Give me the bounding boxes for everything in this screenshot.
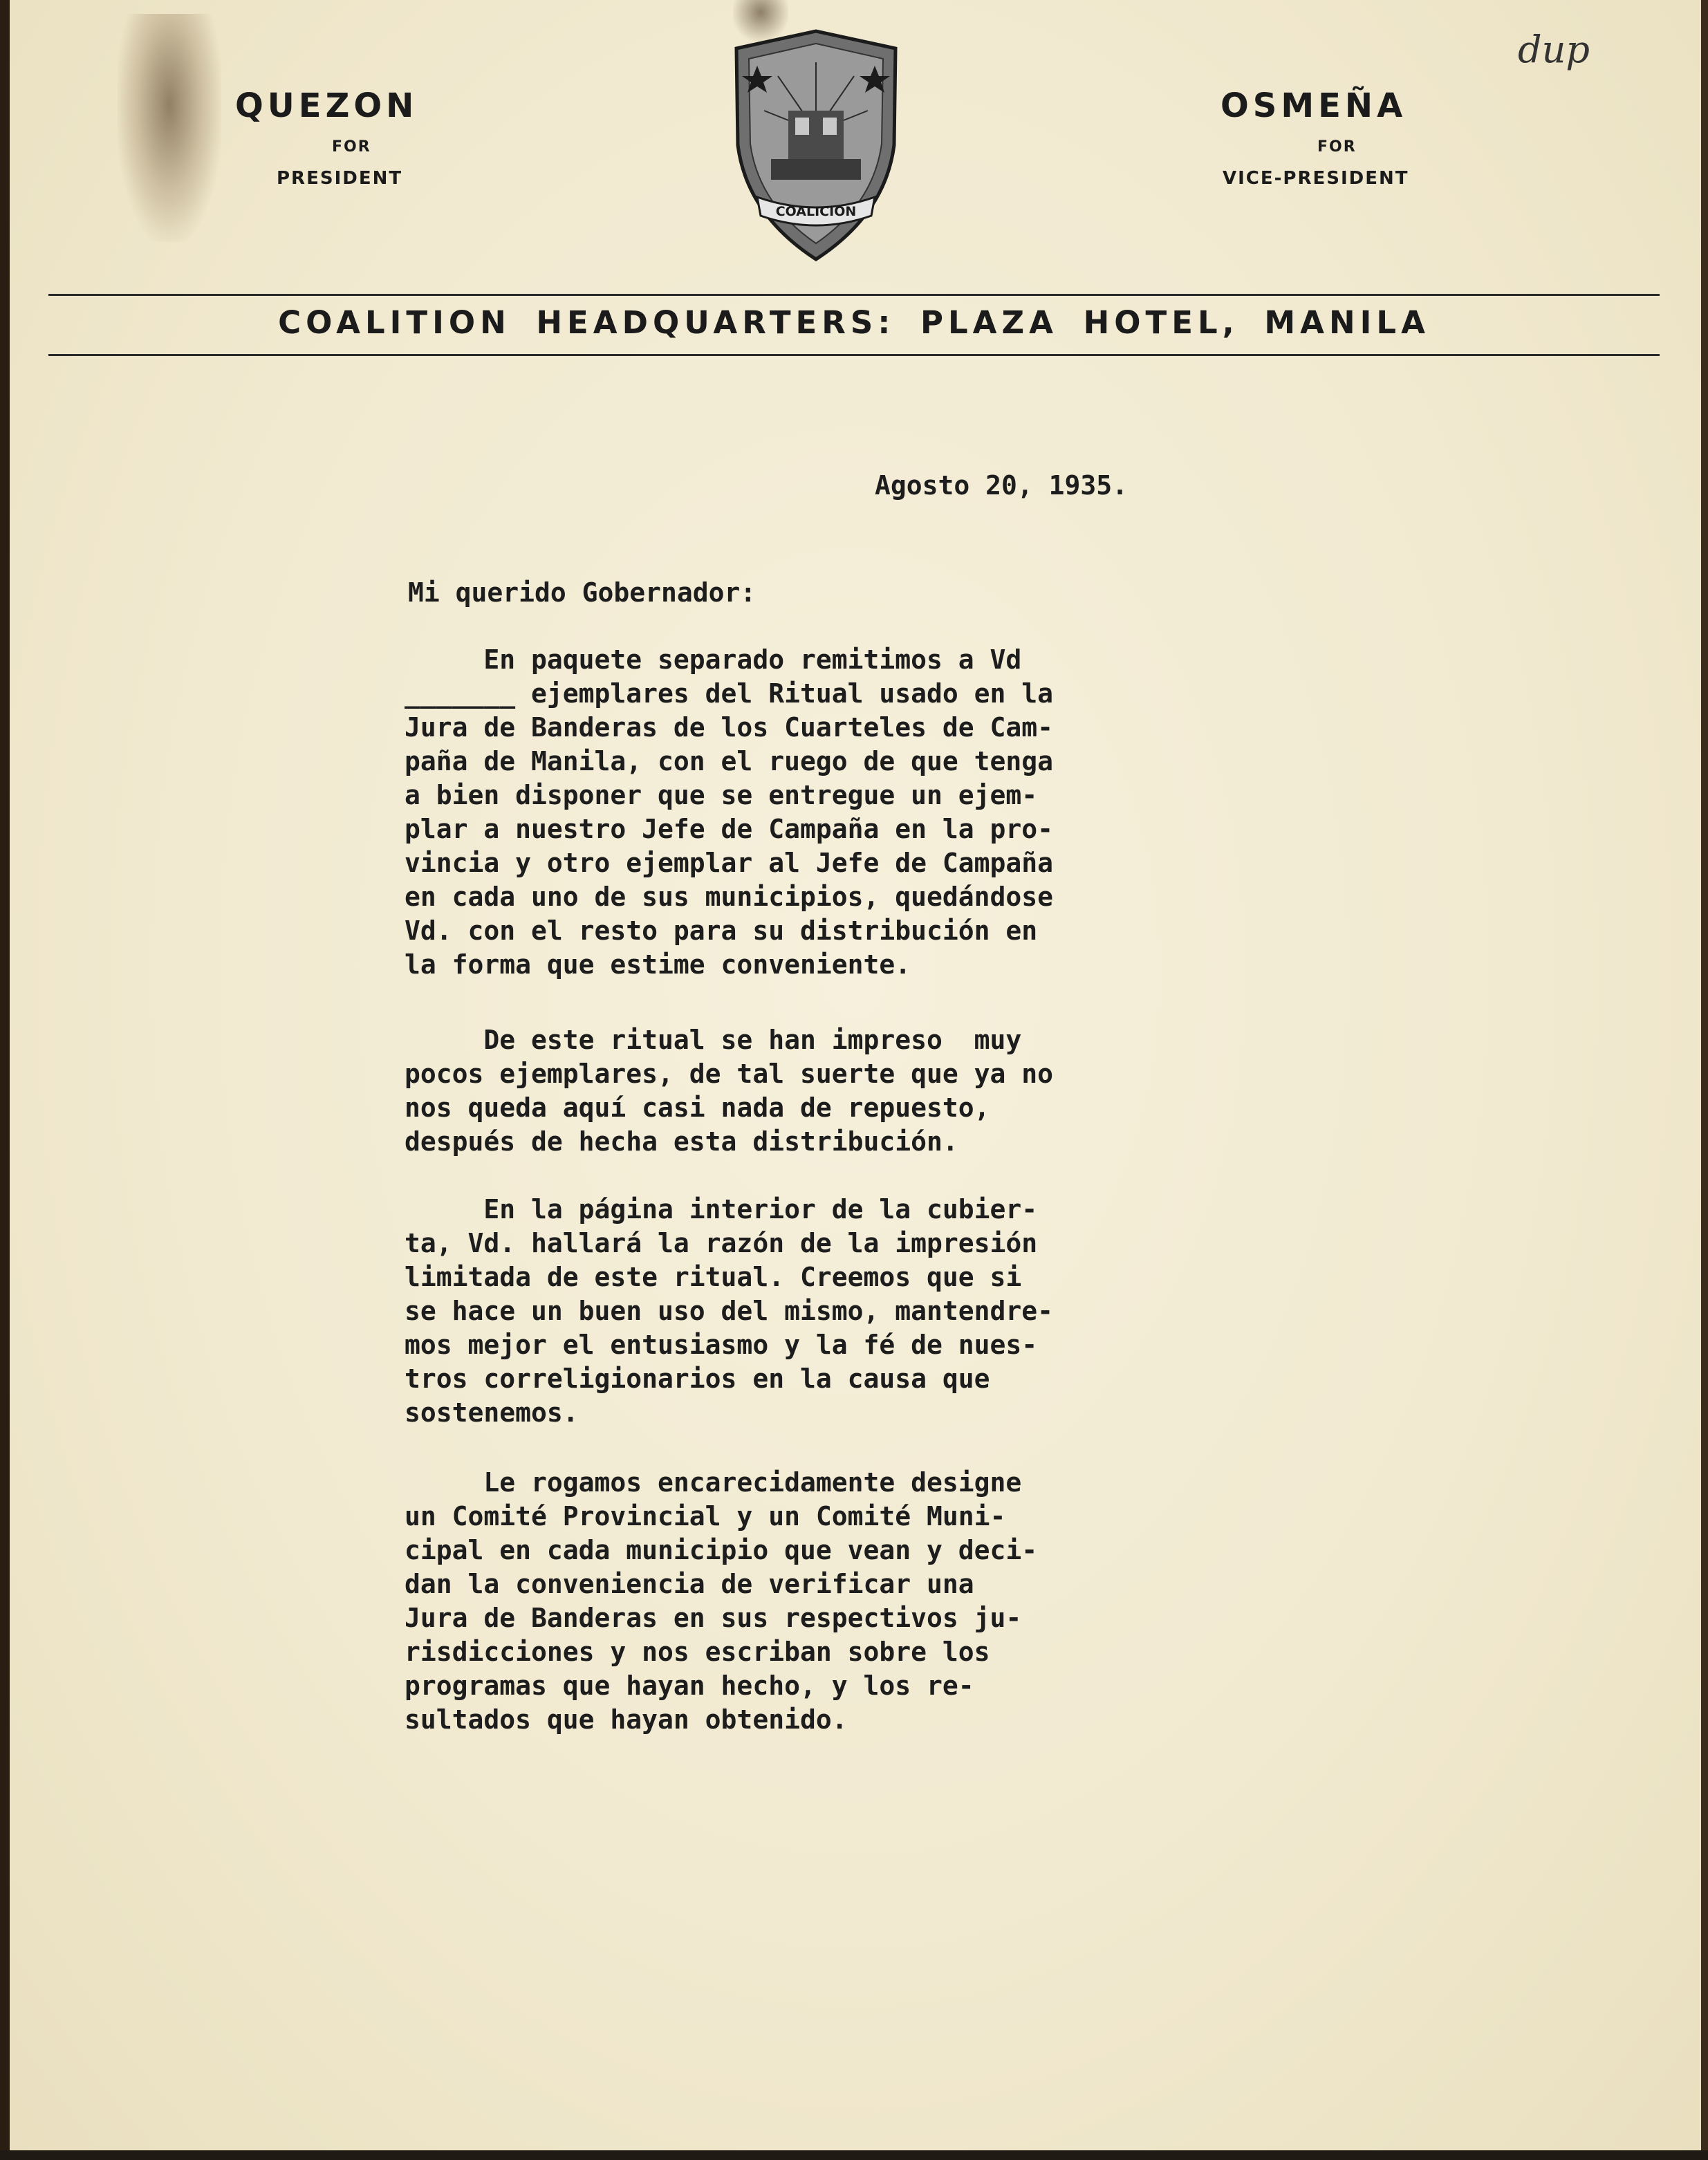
paragraph-line: Le rogamos encarecidamente designe	[405, 1467, 1022, 1498]
scan-edge-bottom	[0, 2150, 1708, 2160]
candidate-left-role: PRESIDENT	[277, 168, 403, 189]
candidate-left-name: QUEZON	[235, 86, 418, 125]
letter-paragraph-2	[405, 1023, 1053, 1159]
paragraph-line: tros correligionarios en la causa que	[405, 1363, 990, 1394]
paragraph-line: en cada uno de sus municipios, quedándose	[405, 882, 1053, 912]
letter-paragraph-1	[405, 643, 1053, 982]
paragraph-line: un Comité Provincial y un Comité Muni-	[405, 1501, 1006, 1531]
candidate-left-for: FOR	[332, 138, 371, 156]
letter-paragraph-3	[405, 1193, 1053, 1430]
paragraph-line: programas que hayan hecho, y los re-	[405, 1670, 974, 1701]
paragraph-line: paña de Manila, con el ruego de que tenga	[405, 746, 1053, 776]
paragraph-line: después de hecha esta distribución.	[405, 1126, 958, 1157]
paper-stain	[118, 14, 221, 242]
paragraph-line: a bien disponer que se entregue un ejem-	[405, 780, 1038, 810]
paragraph-line: limitada de este ritual. Creemos que si	[405, 1262, 1022, 1292]
coalition-shield-emblem	[730, 28, 902, 263]
paragraph-line: plar a nuestro Jefe de Campaña en la pro-	[405, 814, 1053, 844]
emblem-label: COALICION	[775, 204, 857, 219]
paragraph-line: sultados que hayan obtenido.	[405, 1704, 848, 1735]
paragraph-line: sostenemos.	[405, 1397, 579, 1428]
paragraph-line: ta, Vd. hallará la razón de la impresión	[405, 1228, 1038, 1258]
handwritten-note: dup	[1518, 28, 1590, 71]
letterhead-rule-top	[48, 294, 1660, 296]
paragraph-line: Jura de Banderas en sus respectivos ju-	[405, 1603, 1022, 1633]
paragraph-line: En la página interior de la cubier-	[405, 1194, 1038, 1225]
paragraph-line: dan la conveniencia de verificar una	[405, 1569, 974, 1599]
candidate-right-name: OSMEÑA	[1220, 86, 1407, 125]
paragraph-line: se hace un buen uso del mismo, mantendre-	[405, 1296, 1053, 1326]
paragraph-line: cipal en cada municipio que vean y deci-	[405, 1535, 1038, 1565]
paragraph-line: pocos ejemplares, de tal suerte que ya no	[405, 1059, 1053, 1089]
paragraph-line: _______ ejemplares del Ritual usado en la	[405, 678, 1053, 709]
paragraph-line: En paquete separado remitimos a Vd	[405, 644, 1022, 675]
paragraph-line: nos queda aquí casi nada de repuesto,	[405, 1092, 990, 1123]
paragraph-line: Jura de Banderas de los Cuarteles de Cam-	[405, 712, 1053, 743]
candidate-right-for: FOR	[1317, 138, 1357, 156]
letterhead-rule-bottom	[48, 354, 1660, 356]
scan-edge-right	[1701, 0, 1708, 2160]
paragraph-line: risdicciones y nos escriban sobre los	[405, 1637, 990, 1667]
headquarters-line: COALITION HEADQUARTERS: PLAZA HOTEL, MANILA	[278, 304, 1430, 341]
paragraph-line: De este ritual se han impreso muy	[405, 1025, 1022, 1055]
candidate-right-role: VICE-PRESIDENT	[1223, 168, 1409, 189]
paragraph-line: vincia y otro ejemplar al Jefe de Campaña	[405, 848, 1053, 878]
letter-date: Agosto 20, 1935.	[875, 470, 1129, 501]
letter-paragraph-4	[405, 1466, 1037, 1737]
letter-salutation: Mi querido Gobernador:	[408, 577, 756, 608]
scan-edge-left	[0, 0, 10, 2160]
paragraph-line: la forma que estime conveniente.	[405, 949, 911, 980]
paragraph-line: mos mejor el entusiasmo y la fé de nues-	[405, 1330, 1038, 1360]
paragraph-line: Vd. con el resto para su distribución en	[405, 915, 1038, 946]
